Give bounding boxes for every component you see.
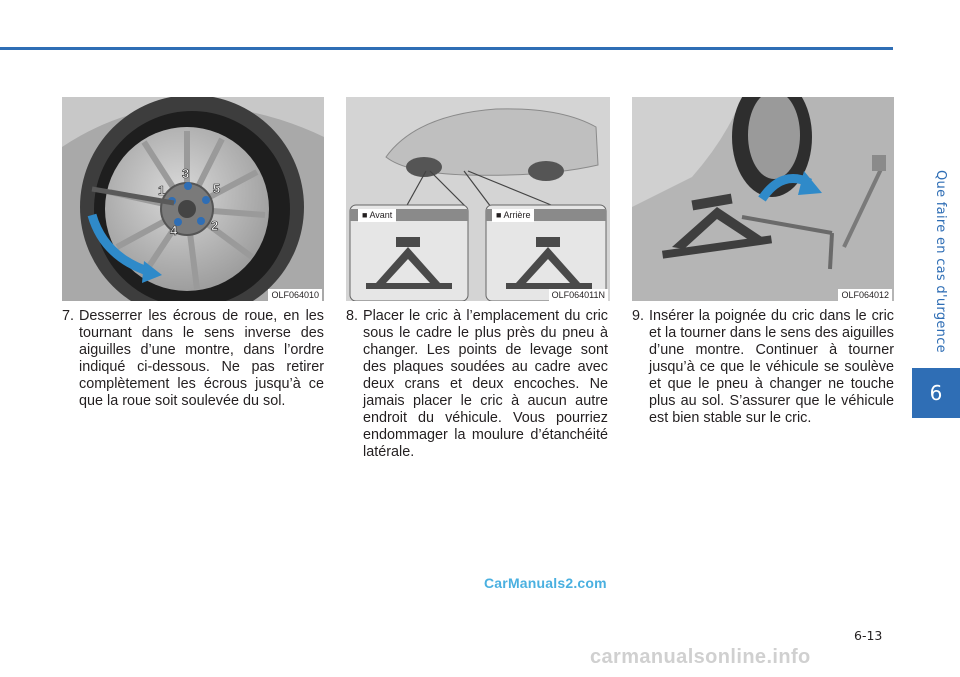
lug-number-3: 3 — [182, 166, 190, 181]
label-front: ■ Avant — [358, 209, 396, 222]
step-7 — [62, 308, 324, 410]
step-8 — [346, 308, 608, 461]
chapter-tab: 6 — [912, 368, 960, 418]
page-number: 6-13 — [854, 628, 883, 643]
figure-code: OLF064010 — [268, 289, 322, 301]
jack-points-illustration — [346, 97, 610, 301]
figure-code: OLF064012 — [838, 289, 892, 301]
figure-wheel-lug-nuts — [62, 97, 324, 301]
step-text: Desserrer les écrous de roue, en les tournant dans le sens inverse des aiguilles d’une montre, dans l’ordre indiqué ci-dessous. Ne pas retirer complètement les écrous jusqu’à ce que la roue soit soulevée du sol. — [79, 308, 324, 409]
step-number: 7. — [62, 308, 75, 324]
lug-number-2: 2 — [211, 218, 219, 233]
header-rule — [0, 47, 893, 50]
step-number: 8. — [346, 308, 359, 324]
figure-jack-handle — [632, 97, 894, 301]
step-9 — [632, 308, 894, 427]
jack-handle-illustration — [632, 97, 894, 301]
figure-jack-points — [346, 97, 610, 301]
label-rear: ■ Arrière — [492, 209, 534, 222]
figure-code: OLF064011N — [549, 289, 608, 301]
lug-number-5: 5 — [213, 181, 221, 196]
step-text: Insérer la poignée du cric dans le cric et la tourner dans le sens des aiguilles d’une montre. Continuer à tourner jusqu’à ce que le véhicule se soulève et que le pneu à changer ne touche plus au sol. S’assurer que le véhicule est bien stable sur le cric. — [649, 308, 894, 426]
footer-watermark: carmanualsonline.info — [590, 646, 811, 668]
lug-number-4: 4 — [170, 223, 178, 238]
wheel-illustration — [62, 97, 324, 301]
step-number: 9. — [632, 308, 645, 324]
step-text: Placer le cric à l’emplacement du cric sous le cadre le plus près du pneu à changer. Les points de levage sont des plaques soudées au cadre avec deux crans et deux encoches. Ne jamais placer le cric à aucun autre endroit du véhicule. Vous pourriez endommager la moulure d’étanchéité latérale. — [363, 308, 608, 460]
section-title: Que faire en cas d'urgence — [933, 169, 948, 353]
watermark-link[interactable]: CarManuals2.com — [484, 575, 607, 591]
lug-number-1: 1 — [158, 183, 166, 198]
